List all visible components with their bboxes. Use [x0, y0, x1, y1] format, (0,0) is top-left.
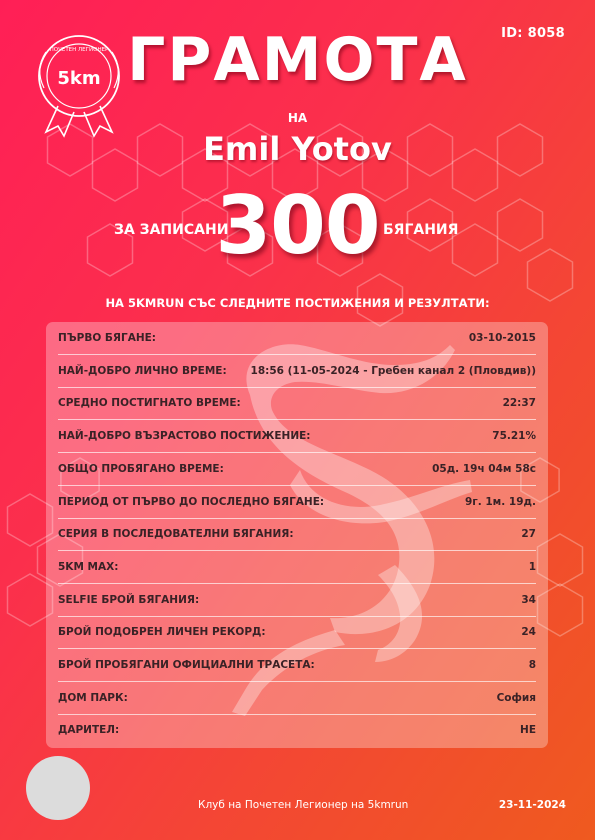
result-row: [58, 453, 536, 486]
recorded-prefix: ЗА ЗАПИСАНИ: [114, 222, 229, 238]
row-label: БРОЙ ПОДОБРЕН ЛИЧЕН РЕКОРД:: [58, 626, 266, 639]
on-label: НА: [287, 111, 308, 125]
result-row: [58, 714, 536, 746]
row-label: БРОЙ ПРОБЯГАНИ ОФИЦИАЛНИ ТРАСЕТА:: [58, 659, 315, 671]
certificate-title: ГРАМОТА: [127, 25, 468, 95]
result-row: [58, 322, 536, 355]
row-value: 75.21%: [492, 430, 536, 443]
profile-avatar: [26, 756, 90, 820]
result-row: [58, 616, 536, 649]
result-row: [58, 355, 536, 388]
result-row: [58, 551, 536, 584]
row-label: 5KM MAX:: [58, 560, 119, 573]
result-row: [58, 649, 536, 682]
seal-logo-text: 5km: [57, 68, 101, 89]
row-value: 34: [521, 593, 536, 606]
row-value: 1: [528, 560, 536, 573]
results-panel: [46, 322, 548, 748]
runs-count: 300: [215, 179, 380, 272]
row-value: 27: [521, 528, 536, 541]
row-value: 8: [528, 659, 536, 671]
runs-suffix: БЯГАНИЯ: [383, 222, 459, 238]
result-row: [58, 420, 536, 453]
row-value: 05д. 19ч 04м 58с: [432, 462, 536, 475]
row-label: НАЙ-ДОБРО ЛИЧНО ВРЕМЕ:: [58, 364, 227, 377]
footer-club-text: Клуб на Почетен Легионер на 5kmrun: [198, 799, 409, 811]
row-label: ДОМ ПАРК:: [58, 691, 128, 704]
row-label: ОБЩО ПРОБЯГАНО ВРЕМЕ:: [58, 462, 224, 475]
recipient-name: Emil Yotov: [203, 130, 392, 168]
footer-date: 23-11-2024: [498, 799, 566, 811]
row-label: ПЪРВО БЯГАНЕ:: [58, 332, 156, 344]
row-label: СРЕДНО ПОСТИГНАТО ВРЕМЕ:: [58, 397, 241, 410]
row-value: НЕ: [520, 724, 536, 737]
row-value: 03-10-2015: [468, 332, 536, 344]
row-label: ПЕРИОД ОТ ПЪРВО ДО ПОСЛЕДНО БЯГАНЕ:: [58, 495, 325, 508]
result-row: [58, 486, 536, 519]
achievements-subtitle: НА 5KMRUN СЪС СЛЕДНИТЕ ПОСТИЖЕНИЯ И РЕЗУЛТАТИ:: [105, 296, 490, 310]
row-label: НАЙ-ДОБРО ВЪЗРАСТОВО ПОСТИЖЕНИЕ:: [58, 430, 311, 443]
row-label: ДАРИТЕЛ:: [58, 724, 120, 737]
row-label: SELFIE БРОЙ БЯГАНИЯ:: [58, 593, 200, 606]
row-value: 9г. 1м. 19д.: [464, 495, 536, 508]
seal-ring-text: ПОЧЕТЕН ЛЕГИОНЕР: [49, 47, 109, 53]
result-row: [58, 387, 536, 420]
row-value: София: [496, 691, 536, 704]
certificate-id: ID: 8058: [501, 26, 565, 41]
row-value: 22:37: [502, 397, 536, 410]
result-row: [58, 584, 536, 617]
result-row: [58, 518, 536, 551]
result-row: [58, 682, 536, 715]
row-value: 24: [521, 626, 536, 639]
row-value: 18:56 (11-05-2024 - Гребен канал 2 (Пловдив)): [250, 364, 536, 377]
row-label: СЕРИЯ В ПОСЛЕДОВАТЕЛНИ БЯГАНИЯ:: [58, 528, 294, 541]
